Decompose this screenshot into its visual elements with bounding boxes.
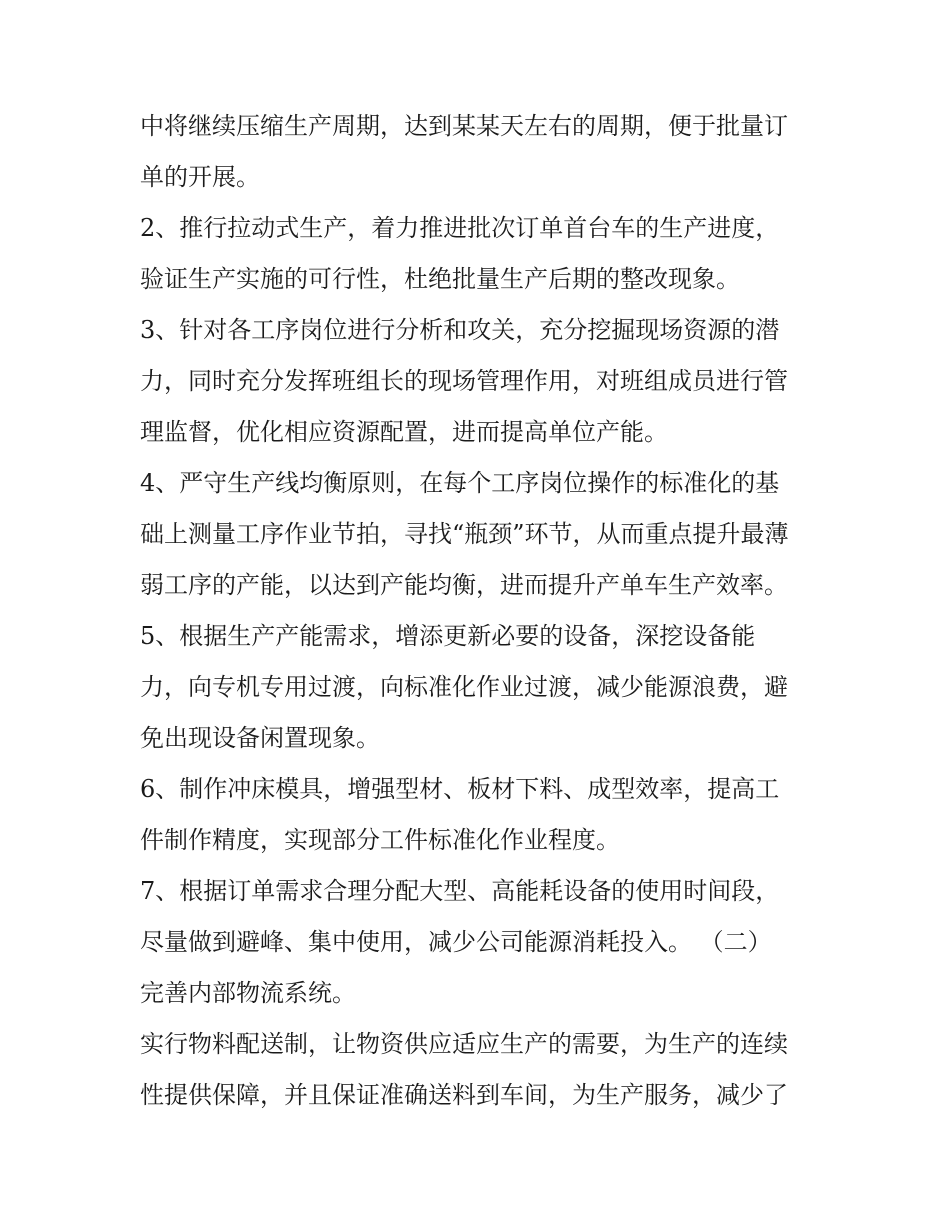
text-line: 础上测量工序作业节拍，寻找“瓶颈”环节，从而重点提升最薄 bbox=[140, 520, 789, 548]
text-line: 力，向专机专用过渡，向标准化作业过渡，减少能源浪费，避 bbox=[140, 673, 788, 701]
text-line: 中将继续压缩生产周期，达到某某天左右的周期，便于批量订 bbox=[140, 112, 788, 140]
text-line: 弱工序的产能，以达到产能均衡，进而提升产单车生产效率。 bbox=[140, 571, 788, 599]
text-line: 单的开展。 bbox=[140, 163, 260, 191]
text-line: 实行物料配送制，让物资供应适应生产的需要，为生产的连续 bbox=[140, 1030, 788, 1058]
text-line: 验证生产实施的可行性，杜绝批量生产后期的整改现象。 bbox=[140, 265, 740, 293]
text-line: 7、根据订单需求合理分配大型、高能耗设备的使用时间段， bbox=[140, 877, 780, 905]
text-line: 理监督，优化相应资源配置，进而提高单位产能。 bbox=[140, 418, 668, 446]
text-line: 6、制作冲床模具，增强型材、板材下料、成型效率，提高工 bbox=[140, 775, 780, 803]
text-line: 5、根据生产产能需求，增添更新必要的设备，深挖设备能 bbox=[140, 622, 756, 650]
text-line: 免出现设备闲置现象。 bbox=[140, 724, 380, 752]
text-line: 2、推行拉动式生产，着力推进批次订单首台车的生产进度， bbox=[140, 214, 780, 242]
text-line: 3、针对各工序岗位进行分析和攻关，充分挖掘现场资源的潜 bbox=[140, 316, 780, 344]
text-line: 完善内部物流系统。 bbox=[140, 979, 356, 1007]
text-line: 件制作精度，实现部分工件标准化作业程度。 bbox=[140, 826, 620, 854]
document-body bbox=[140, 101, 820, 1121]
text-line: 4、严守生产线均衡原则，在每个工序岗位操作的标准化的基 bbox=[140, 469, 780, 497]
text-line: 力，同时充分发挥班组长的现场管理作用，对班组成员进行管 bbox=[140, 367, 788, 395]
text-line: 尽量做到避峰、集中使用，减少公司能源消耗投入。 （二） bbox=[140, 928, 772, 956]
text-line: 性提供保障，并且保证准确送料到车间，为生产服务，减少了 bbox=[140, 1081, 788, 1109]
